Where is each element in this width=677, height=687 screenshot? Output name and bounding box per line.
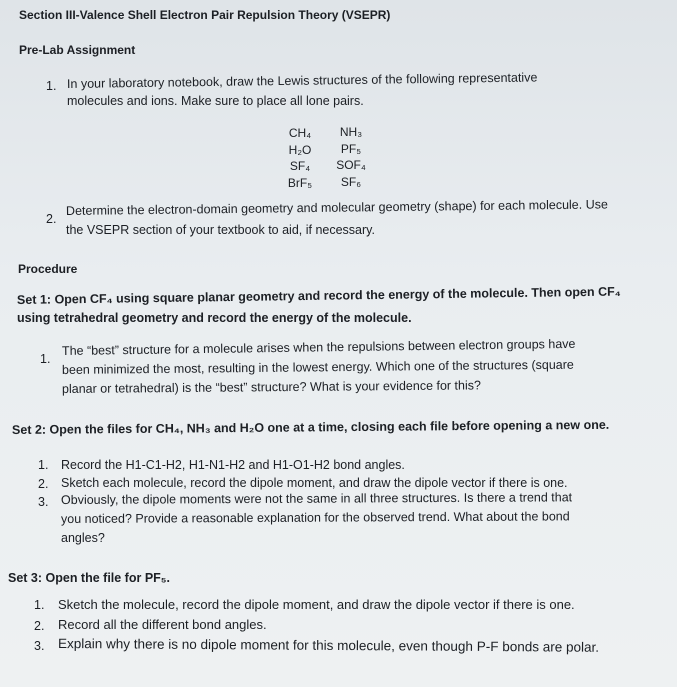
- molecule: H₂O: [288, 143, 312, 157]
- molecule: BrF₅: [287, 176, 313, 190]
- item-number: 1.: [46, 79, 57, 93]
- prelab-item-1-line: molecules and ions. Make sure to place all lone pairs.: [67, 94, 364, 108]
- item-number: 1.: [38, 458, 49, 472]
- prelab-item-2-line: Determine the electron-domain geometry and molecular geometry (shape) for each molecule. Use: [65, 197, 608, 218]
- set3-item-line: Sketch the molecule, record the dipole moment, and draw the dipole vector if there is one.: [58, 597, 575, 612]
- set2-item-line: you noticed? Provide a reasonable explanation for the observed trend. What about the bond: [60, 509, 570, 526]
- item-number: 2.: [38, 477, 49, 491]
- set2-item-line: Record the H1-C1-H2, H1-N1-H2 and H1-O1-H2 bond angles.: [61, 458, 405, 472]
- item-number: 3.: [34, 639, 45, 653]
- page-title: Section III-Valence Shell Electron Pair Repulsion Theory (VSEPR): [19, 8, 391, 22]
- molecule: CH₄: [288, 126, 312, 140]
- molecule: NH₃: [339, 125, 363, 139]
- item-number: 1.: [40, 352, 51, 366]
- item-number: 3.: [38, 495, 49, 509]
- set1-item-line: The “best” structure for a molecule arises when the repulsions between electron groups have: [61, 336, 576, 358]
- set2-item-line: Obviously, the dipole moments were not the same in all three structures. Is there a trend that: [60, 490, 573, 507]
- prelab-item-2-line: the VSEPR section of your textbook to aid, if necessary.: [66, 223, 375, 237]
- set2-item-line: angles?: [61, 531, 105, 545]
- item-number: 2.: [46, 212, 57, 226]
- molecule: PF₅: [340, 142, 362, 156]
- molecule: SF₆: [340, 175, 362, 189]
- prelab-item-1-line: In your laboratory notebook, draw the Lewis structures of the following representative: [66, 70, 538, 91]
- set3-item-line: Explain why there is no dipole moment for this molecule, even though P-F bonds are polar.: [57, 636, 600, 655]
- prelab-heading: Pre-Lab Assignment: [19, 43, 136, 57]
- set1-line: using tetrahedral geometry and record the energy of the molecule.: [17, 311, 412, 325]
- set3-line: Set 3: Open the file for PF₅.: [8, 571, 170, 585]
- molecule: SOF₄: [336, 158, 366, 172]
- set3-item-line: Record all the different bond angles.: [58, 617, 267, 632]
- set2-line: Set 2: Open the files for CH₄, NH₃ and H₂O one at a time, closing each file before opening a new one.: [11, 417, 610, 437]
- procedure-heading: Procedure: [18, 262, 78, 276]
- set1-item-line: planar or tetrahedral) is the “best” structure? What is your evidence for this?: [61, 378, 481, 396]
- set2-item-line: Sketch each molecule, record the dipole moment, and draw the dipole vector if there is one.: [61, 476, 568, 490]
- molecule: SF₄: [289, 159, 311, 173]
- set1-line: Set 1: Open CF₄ using square planar geometry and record the energy of the molecule. Then open CF₄: [16, 284, 621, 307]
- set1-item-line: been minimized the most, resulting in the lowest energy. Which one of the structures (square: [61, 357, 574, 377]
- item-number: 2.: [34, 619, 45, 633]
- item-number: 1.: [34, 598, 45, 612]
